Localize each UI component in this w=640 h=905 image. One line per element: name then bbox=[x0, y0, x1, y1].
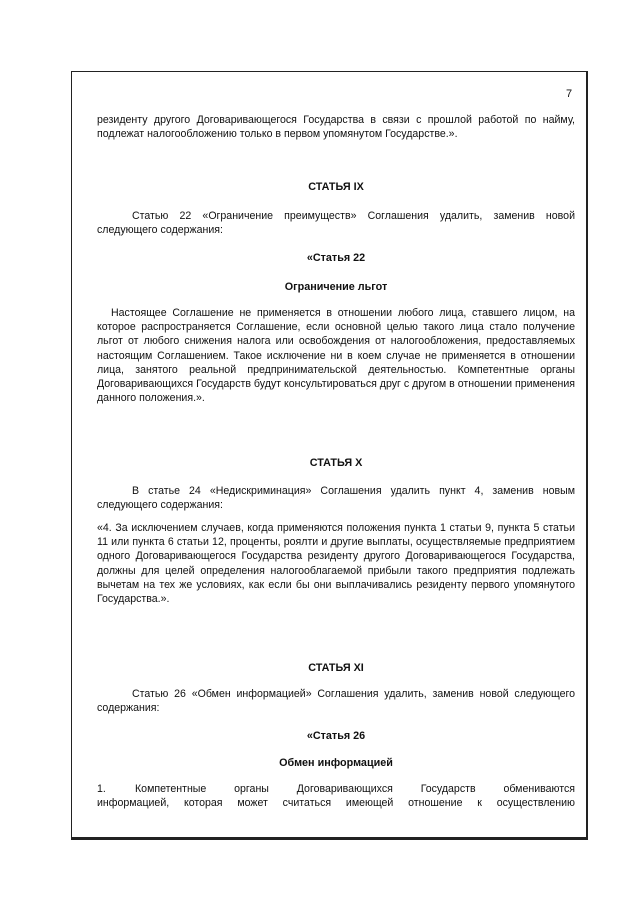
article-11-quote-title: Обмен информацией bbox=[279, 757, 393, 769]
article-9-quote-paragraph: Настоящее Соглашение не применяется в отношении любого лица, ставшего лицом, на которое распространяется Соглашение, если основной целью такого лица стало получение льгот от любого снижения налога или освобождения от налогообложения, предоставляемых настоящим Соглашением. Такое исключение ни в коем случае не применяется в отношении лица, занятого реальной предпринимательской деятельностью. Компетентные органы Договаривающихся Государств будут консультироваться друг с другом в отношении применения данного положения.». bbox=[97, 307, 575, 405]
article-9-paragraph: Статью 22 «Ограничение преимуществ» Соглашения удалить, заменив новой следующего содержания: bbox=[97, 210, 575, 237]
article-11-quote-heading: «Статья 26 bbox=[306, 730, 366, 742]
page-number: 7 bbox=[566, 88, 573, 100]
article-11-item-1-first-line bbox=[97, 782, 575, 796]
article-10-heading: СТАТЬЯ X bbox=[309, 457, 363, 469]
article-9-quote-title: Ограничение льгот bbox=[284, 281, 388, 293]
article-9-heading: СТАТЬЯ IX bbox=[308, 181, 364, 193]
article-10-paragraph: В статье 24 «Недискриминация» Соглашения удалить пункт 4, заменив новым следующего содержания: bbox=[97, 485, 575, 512]
article-10-quote-paragraph: «4. За исключением случаев, когда применяются положения пункта 1 статьи 9, пункта 5 статьи 11 или пункта 6 статьи 12, проценты, роялти и другие выплаты, осуществляемые предприятием одного Договаривающегося Государства резиденту другого Договаривающегося Государства, должны для целей определения налогооблагаемой прибыли такого предприятия подлежать вычетам на тех же условиях, как если бы они выплачивались резиденту первого упомянутого Государства.». bbox=[97, 522, 575, 606]
article-11-item-number: 1. bbox=[97, 783, 106, 795]
article-11-heading: СТАТЬЯ XI bbox=[308, 662, 364, 674]
intro-paragraph: резиденту другого Договаривающегося Государства в связи с прошлой работой по найму, подлежат налогообложению только в первом упомянутом Государстве.». bbox=[97, 114, 575, 141]
article-11-item-1-text: Компетентные органы Договаривающихся Государств обмениваются bbox=[135, 783, 575, 795]
article-9-quote-heading: «Статья 22 bbox=[306, 252, 366, 264]
article-11-paragraph: Статью 26 «Обмен информацией» Соглашения удалить, заменив новой следующего содержания: bbox=[97, 688, 575, 715]
article-11-item-1-second-line: информацией, которая может считаться имеющей отношение к осуществлению bbox=[97, 797, 575, 809]
